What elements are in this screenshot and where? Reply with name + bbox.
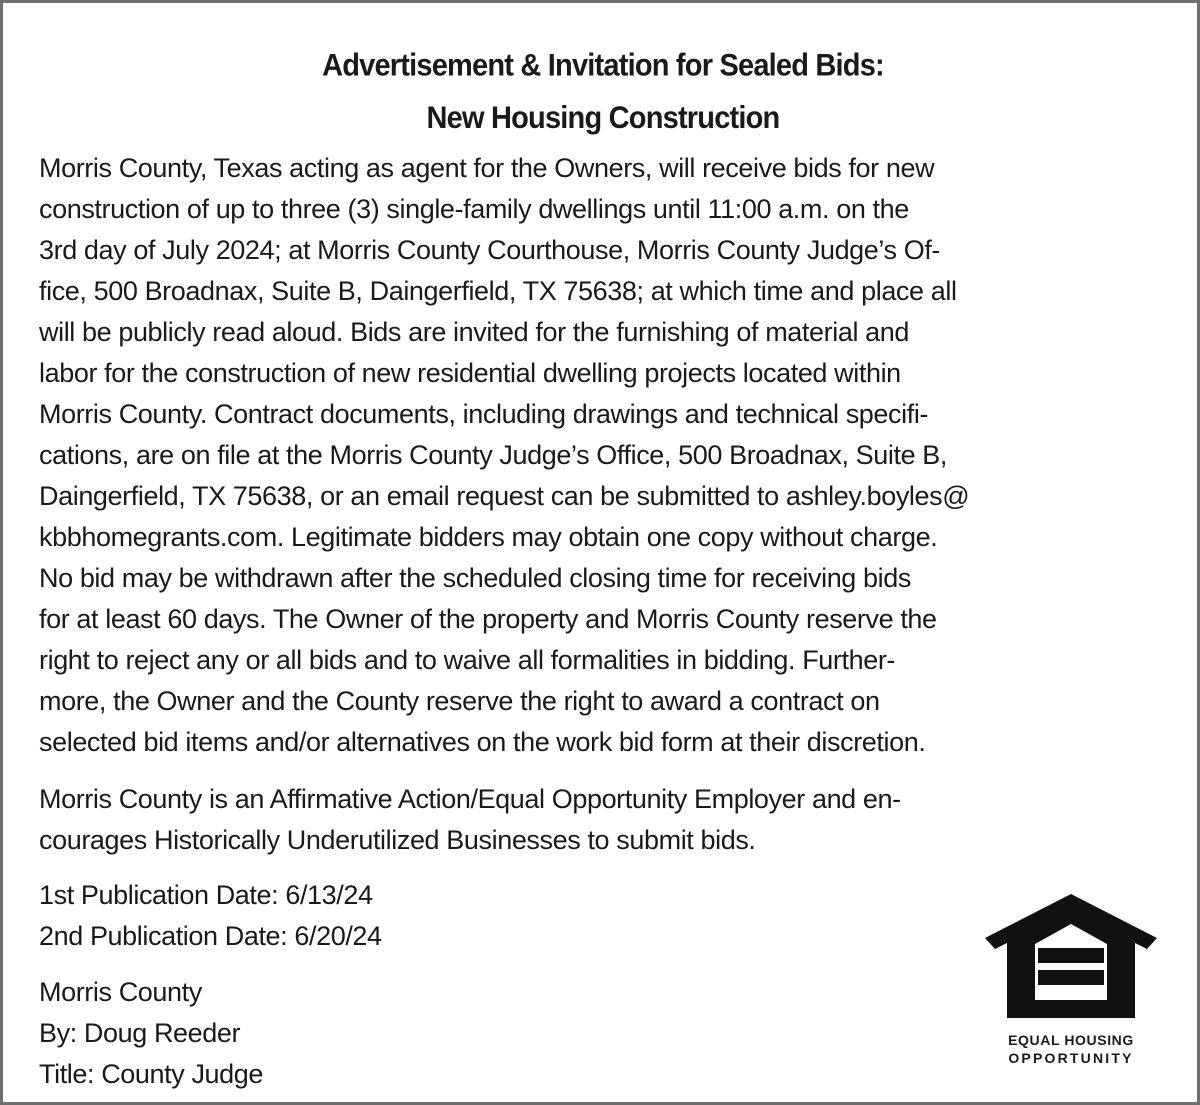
notice-title <box>3 39 1200 145</box>
eeo-line: courages Historically Underutilized Businesses to submit bids. <box>39 825 756 855</box>
body-line: kbbhomegrants.com. Legitimate bidders may obtain one copy without charge. <box>39 522 938 552</box>
title-line-1: Advertisement & Invitation for Sealed Bids: <box>322 47 884 83</box>
body-line: will be publicly read aloud. Bids are invited for the furnishing of material and <box>39 317 909 347</box>
equal-housing-house-icon <box>985 894 1157 1024</box>
publication-date-2: 2nd Publication Date: 6/20/24 <box>39 921 382 951</box>
body-line: fice, 500 Broadnax, Suite B, Daingerfield, TX 75638; at which time and place all <box>39 276 957 306</box>
signature-entity: Morris County <box>39 977 202 1007</box>
body-line: Daingerfield, TX 75638, or an email request can be submitted to ashley.boyles@ <box>39 481 970 511</box>
body-line: labor for the construction of new residential dwelling projects located within <box>39 358 901 388</box>
equal-housing-text: EQUAL HOUSING <box>1008 1032 1134 1048</box>
body-line: Morris County. Contract documents, including drawings and technical specifi- <box>39 399 929 429</box>
signature-by: By: Doug Reeder <box>39 1018 241 1048</box>
body-line: right to reject any or all bids and to waive all formalities in bidding. Further- <box>39 645 896 675</box>
signature-title: Title: County Judge <box>39 1059 264 1089</box>
equal-housing-logo <box>985 894 1157 1072</box>
body-line: construction of up to three (3) single-family dwellings until 11:00 a.m. on the <box>39 194 909 224</box>
body-line: Morris County, Texas acting as agent for the Owners, will receive bids for new <box>39 153 935 183</box>
body-line: 3rd day of July 2024; at Morris County Courthouse, Morris County Judge’s Of- <box>39 235 941 265</box>
eeo-line: Morris County is an Affirmative Action/Equal Opportunity Employer and en- <box>39 784 901 814</box>
body-line: No bid may be withdrawn after the scheduled closing time for receiving bids <box>39 563 911 593</box>
body-line: selected bid items and/or alternatives on the work bid form at their discretion. <box>39 727 926 757</box>
opportunity-text: OPPORTUNITY <box>1008 1050 1134 1066</box>
publication-date-1: 1st Publication Date: 6/13/24 <box>39 880 373 910</box>
title-line-2: New Housing Construction <box>426 100 780 136</box>
body-line: for at least 60 days. The Owner of the property and Morris County reserve the <box>39 604 937 634</box>
body-line: cations, are on file at the Morris County Judge’s Office, 500 Broadnax, Suite B, <box>39 440 948 470</box>
body-line: more, the Owner and the County reserve the right to award a contract on <box>39 686 880 716</box>
